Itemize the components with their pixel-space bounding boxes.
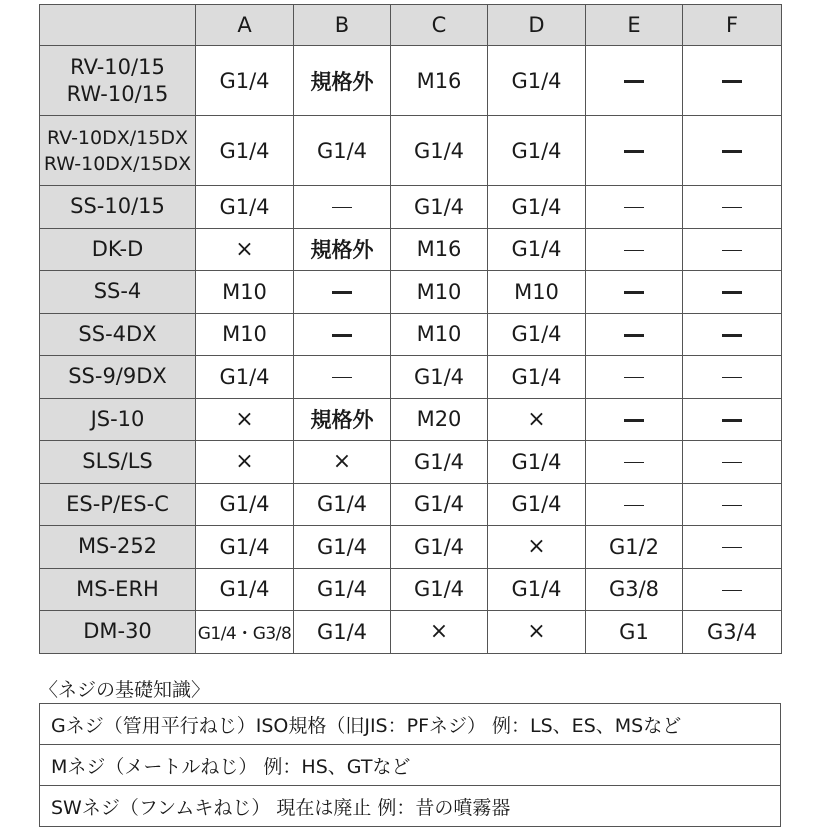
thread-value: G1/4 [511, 322, 562, 347]
spec-cell [488, 313, 586, 356]
spec-cell [683, 526, 782, 569]
thread-value: G1/4 [511, 577, 562, 602]
spec-cell [683, 356, 782, 399]
thread-value: G1/4 [219, 138, 270, 163]
table-row [40, 313, 782, 356]
model-name-cell [40, 483, 196, 526]
thread-spec-table [39, 4, 782, 654]
not-applicable-dash [624, 250, 644, 251]
column-header: C [391, 5, 488, 46]
spec-cell [488, 186, 586, 229]
thread-value: G1/4 [413, 194, 465, 219]
not-applicable-dash [722, 150, 742, 153]
spec-cell [391, 356, 488, 399]
model-name-cell [40, 46, 196, 116]
knowledge-row [40, 704, 781, 745]
not-applicable-dash [722, 377, 742, 378]
model-name-line: SS-9/9DX [68, 364, 167, 389]
spec-cell [294, 313, 391, 356]
spec-cell [294, 398, 391, 441]
spec-cell [488, 271, 586, 314]
thread-value: 規格外 [310, 69, 374, 94]
spec-cell [391, 568, 488, 611]
table-row [40, 483, 782, 526]
not-applicable-dash [722, 590, 742, 591]
thread-value: G1/4 [511, 138, 562, 163]
spec-cell [391, 441, 488, 484]
not-applicable-dash [722, 505, 742, 506]
model-name-cell [40, 398, 196, 441]
model-name-cell [40, 186, 196, 229]
thread-value: 規格外 [310, 238, 374, 263]
thread-value: G1/4 [316, 534, 368, 559]
thread-value: M10 [416, 322, 462, 347]
model-name-line: SS-10/15 [70, 194, 165, 219]
spec-cell [683, 271, 782, 314]
thread-value: G1/4 [219, 534, 270, 559]
table-body [40, 46, 782, 654]
knowledge-table [39, 703, 781, 827]
incompatible-mark: × [235, 449, 254, 475]
knowledge-item: Mネジ（メートルねじ） 例：HS、GTなど [40, 745, 781, 786]
model-name-line: MS-252 [77, 534, 158, 559]
knowledge-title: 〈ネジの基礎知識〉 [39, 679, 211, 701]
spec-cell [488, 398, 586, 441]
not-applicable-dash [624, 291, 644, 294]
model-name-line: JS-10 [90, 406, 145, 431]
spec-cell [586, 526, 683, 569]
spec-cell [294, 568, 391, 611]
table-row [40, 611, 782, 654]
spec-cell [586, 228, 683, 271]
spec-cell [683, 313, 782, 356]
model-name-line: RV-10DX/15DX [47, 126, 188, 149]
thread-value: 規格外 [310, 408, 374, 433]
spec-cell [391, 186, 488, 229]
spec-cell [294, 46, 391, 116]
thread-value: G1/4 [413, 534, 465, 559]
thread-value: G1/4 [316, 577, 368, 602]
spec-cell [683, 398, 782, 441]
thread-value: G3/8 [608, 577, 660, 602]
spec-cell [586, 611, 683, 654]
spec-cell [586, 398, 683, 441]
thread-value: G1/4 [511, 194, 562, 219]
model-name-cell [40, 441, 196, 484]
thread-value: M10 [222, 322, 267, 347]
thread-value: G1/4 [413, 449, 465, 474]
spec-cell [391, 611, 488, 654]
model-name-cell [40, 526, 196, 569]
not-applicable-dash [722, 334, 742, 337]
not-applicable-dash [722, 80, 742, 83]
thread-value: M20 [416, 407, 462, 432]
model-name-line: DK-D [91, 236, 144, 261]
table-row [40, 186, 782, 229]
thread-value: M10 [222, 279, 267, 304]
thread-value: G1/4 [511, 364, 562, 389]
spec-cell [294, 526, 391, 569]
spec-cell [488, 483, 586, 526]
spec-cell [294, 186, 391, 229]
thread-value: G1/4 [316, 619, 368, 644]
thread-value: G1/4 [219, 194, 270, 219]
model-name-line: SS-4 [93, 279, 142, 304]
model-name-cell [40, 611, 196, 654]
thread-value: G1/4 [511, 492, 562, 517]
table-row [40, 526, 782, 569]
spec-cell [586, 313, 683, 356]
spec-cell [586, 116, 683, 186]
spec-cell [586, 356, 683, 399]
not-applicable-dash [624, 207, 644, 208]
model-name-line: MS-ERH [76, 576, 159, 601]
spec-cell [683, 228, 782, 271]
spec-cell [683, 46, 782, 116]
spec-cell [391, 526, 488, 569]
incompatible-mark: × [527, 406, 546, 432]
spec-cell [683, 611, 782, 654]
spec-cell [488, 116, 586, 186]
spec-cell [391, 228, 488, 271]
thread-value: G1/2 [608, 534, 660, 559]
spec-cell [196, 271, 294, 314]
thread-value: M16 [416, 68, 462, 93]
not-applicable-dash [624, 419, 644, 422]
thread-value: G1/4 [413, 577, 465, 602]
model-name-cell [40, 568, 196, 611]
spec-cell [488, 526, 586, 569]
incompatible-mark: × [527, 619, 546, 645]
spec-cell [391, 116, 488, 186]
table-row [40, 271, 782, 314]
spec-cell [391, 46, 488, 116]
table-row [40, 46, 782, 116]
spec-cell [294, 611, 391, 654]
spec-cell [196, 116, 294, 186]
thread-value: G1/4 [219, 364, 270, 389]
spec-cell [391, 398, 488, 441]
spec-cell [488, 568, 586, 611]
table-row [40, 568, 782, 611]
model-name-line: ES-P/ES-C [66, 491, 169, 516]
spec-cell [391, 271, 488, 314]
thread-value: G1/4 [219, 492, 270, 517]
incompatible-mark: × [527, 534, 546, 560]
not-applicable-dash [332, 207, 352, 208]
incompatible-mark: × [429, 619, 449, 645]
table-row [40, 228, 782, 271]
table-row [40, 398, 782, 441]
spec-cell [488, 228, 586, 271]
spec-cell [196, 228, 294, 271]
spec-cell [294, 271, 391, 314]
not-applicable-dash [722, 291, 742, 294]
not-applicable-dash [332, 291, 352, 294]
model-name-line: SLS/LS [82, 449, 153, 474]
spec-cell [683, 186, 782, 229]
table-row [40, 356, 782, 399]
spec-cell [683, 483, 782, 526]
knowledge-row [40, 745, 781, 786]
spec-cell [683, 441, 782, 484]
not-applicable-dash [332, 377, 352, 378]
incompatible-mark: × [235, 236, 254, 262]
thread-value: G1/4 [316, 492, 368, 517]
spec-cell [586, 46, 683, 116]
spec-cell [683, 116, 782, 186]
spec-cell [488, 611, 586, 654]
spec-cell [586, 186, 683, 229]
not-applicable-dash [722, 547, 742, 548]
knowledge-item: Gネジ（管用平行ねじ）ISO規格（旧JIS：PFネジ） 例：LS、ES、MSなど [40, 704, 781, 745]
not-applicable-dash [624, 377, 644, 378]
thread-value: M10 [416, 279, 462, 304]
thread-value: M10 [514, 279, 559, 304]
model-name-line: RV-10/15 [70, 54, 165, 79]
thread-value: M16 [416, 237, 462, 262]
model-name-cell [40, 228, 196, 271]
column-header: F [683, 5, 782, 46]
thread-value: G1/4 [413, 364, 465, 389]
thread-value: G1/4 [511, 68, 562, 93]
spec-cell [488, 356, 586, 399]
thread-value: G3/4 [706, 619, 758, 644]
spec-cell [294, 441, 391, 484]
spec-cell [488, 46, 586, 116]
table-row [40, 116, 782, 186]
spec-cell [488, 441, 586, 484]
incompatible-mark: × [235, 406, 254, 432]
table-row [40, 441, 782, 484]
model-name-cell [40, 271, 196, 314]
model-name-line: DM-30 [83, 619, 152, 644]
spec-cell [196, 313, 294, 356]
thread-value: G1/4 [316, 138, 368, 163]
column-header: D [488, 5, 586, 46]
thread-value: G1/4 [413, 138, 465, 163]
spec-cell [391, 483, 488, 526]
spec-cell [196, 186, 294, 229]
not-applicable-dash [332, 334, 352, 337]
spec-cell [586, 568, 683, 611]
column-header: E [586, 5, 683, 46]
spec-cell [196, 441, 294, 484]
spec-cell [196, 398, 294, 441]
spec-cell [196, 611, 294, 654]
not-applicable-dash [722, 250, 742, 251]
spec-cell [683, 568, 782, 611]
spec-cell [294, 116, 391, 186]
spec-cell [586, 441, 683, 484]
not-applicable-dash [624, 505, 644, 506]
thread-value: G1 [619, 619, 649, 644]
thread-value: G1/4 [219, 68, 270, 93]
spec-cell [294, 228, 391, 271]
spec-cell [294, 483, 391, 526]
spec-cell [196, 526, 294, 569]
spec-cell [196, 568, 294, 611]
not-applicable-dash [722, 462, 742, 463]
thread-value: G1/4 [511, 237, 562, 262]
not-applicable-dash [722, 207, 742, 208]
spec-cell [196, 356, 294, 399]
model-name-line: RW-10DX/15DX [43, 152, 192, 175]
model-name-cell [40, 356, 196, 399]
thread-value: G1/4・G3/8 [197, 624, 292, 645]
spec-cell [391, 313, 488, 356]
model-name-cell [40, 313, 196, 356]
column-header: B [294, 5, 391, 46]
header-corner [40, 5, 196, 46]
model-name-line: RW-10/15 [66, 81, 169, 106]
thread-value: G1/4 [413, 492, 465, 517]
thread-value: G1/4 [219, 577, 270, 602]
model-name-line: SS-4DX [78, 321, 157, 346]
model-name-cell [40, 116, 196, 186]
incompatible-mark: × [332, 449, 352, 475]
header-row [40, 5, 782, 46]
knowledge-row [40, 786, 781, 827]
column-header: A [196, 5, 294, 46]
spec-cell [586, 483, 683, 526]
spec-cell [586, 271, 683, 314]
not-applicable-dash [624, 334, 644, 337]
not-applicable-dash [624, 150, 644, 153]
not-applicable-dash [722, 419, 742, 422]
not-applicable-dash [624, 462, 644, 463]
not-applicable-dash [624, 80, 644, 83]
spec-cell [196, 46, 294, 116]
thread-value: G1/4 [511, 449, 562, 474]
spec-cell [196, 483, 294, 526]
spec-cell [294, 356, 391, 399]
knowledge-item: SWネジ（フンムキねじ） 現在は廃止 例：昔の噴霧器 [40, 786, 781, 827]
